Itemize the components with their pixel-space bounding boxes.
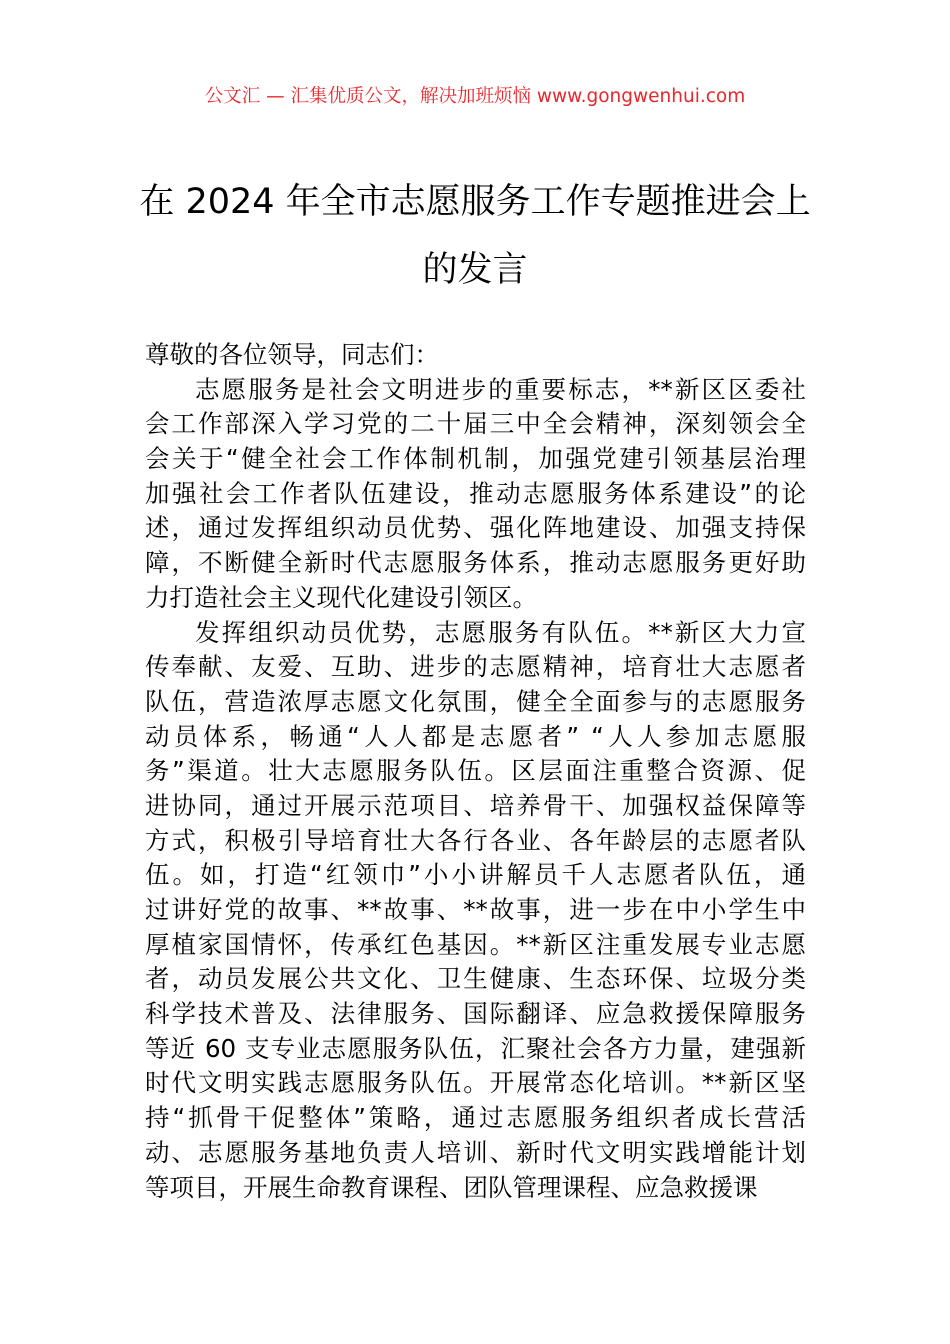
title-line-2: 的发言 [422, 250, 528, 290]
paragraph-line: 方式，积极引导培育壮大各行各业、各年龄层的志愿者队 [145, 825, 806, 855]
paragraph-line: 发挥组织动员优势，志愿服务有队伍。**新区大力宣 [195, 617, 806, 647]
paragraph-line: 持“抓骨干促整体”策略，通过志愿服务组织者成长营活 [145, 1103, 806, 1133]
paragraph-line: 时代文明实践志愿服务队伍。开展常态化培训。**新区坚 [145, 1068, 806, 1098]
document-body [145, 338, 806, 1205]
paragraph-line: 务”渠道。壮大志愿服务队伍。区层面注重整合资源、促 [145, 756, 806, 786]
paragraph-line: 会工作部深入学习党的二十届三中全会精神，深刻领会全 [145, 409, 806, 439]
paragraph-line: 过讲好党的故事、**故事、**故事，进一步在中小学生中 [145, 895, 806, 924]
paragraph-line: 障，不断健全新时代志愿服务体系，推动志愿服务更好助 [145, 548, 806, 578]
paragraph-line: 等近 60 支专业志愿服务队伍，汇聚社会各方力量，建强新 [145, 1033, 806, 1063]
paragraph-line: 厚植家国情怀，传承红色基因。**新区注重发展专业志愿 [145, 929, 806, 959]
paragraph-line: 动、志愿服务基地负责人培训、新时代文明实践增能计划 [145, 1137, 806, 1167]
paragraph-line: 会关于“健全社会工作体制机制，加强党建引领基层治理 [145, 444, 806, 474]
salutation: 尊敬的各位领导，同志们： [145, 340, 439, 369]
title-line-1: 在 2024 年全市志愿服务工作专题推进会上 [139, 182, 811, 222]
paragraph-line: 加强社会工作者队伍建设，推动志愿服务体系建设”的论 [145, 478, 806, 508]
paragraph-line: 述，通过发挥组织动员优势、强化阵地建设、加强支持保 [145, 513, 806, 543]
paragraph-line: 等项目，开展生命教育课程、团队管理课程、应急救援课 [145, 1172, 758, 1202]
paragraph [145, 616, 806, 1206]
paragraph-line: 伍。如，打造“红领巾”小小讲解员千人志愿者队伍，通 [145, 860, 806, 890]
paragraph-line: 队伍，营造浓厚志愿文化氛围，健全全面参与的志愿服务 [145, 686, 806, 716]
paragraph [145, 373, 806, 616]
paragraph-line: 传奉献、友爱、互助、进步的志愿精神，培育壮大志愿者 [145, 652, 806, 682]
paragraph-line: 者，动员发展公共文化、卫生健康、生态环保、垃圾分类 [145, 964, 806, 994]
document-title [100, 168, 850, 304]
paragraph-line: 动员体系，畅通“人人都是志愿者” “人人参加志愿服 [145, 721, 806, 751]
paragraph-line: 科学技术普及、法律服务、国际翻译、应急救援保障服务 [145, 999, 806, 1029]
watermark-header: 公文汇 — 汇集优质公文，解决加班烦恼 www.gongwenhui.com [204, 86, 746, 107]
paragraph-line: 进协同，通过开展示范项目、培养骨干、加强权益保障等 [145, 790, 806, 820]
paragraph-line: 力打造社会主义现代化建设引领区。 [145, 582, 537, 612]
paragraph-line: 志愿服务是社会文明进步的重要标志，**新区区委社 [195, 374, 806, 404]
